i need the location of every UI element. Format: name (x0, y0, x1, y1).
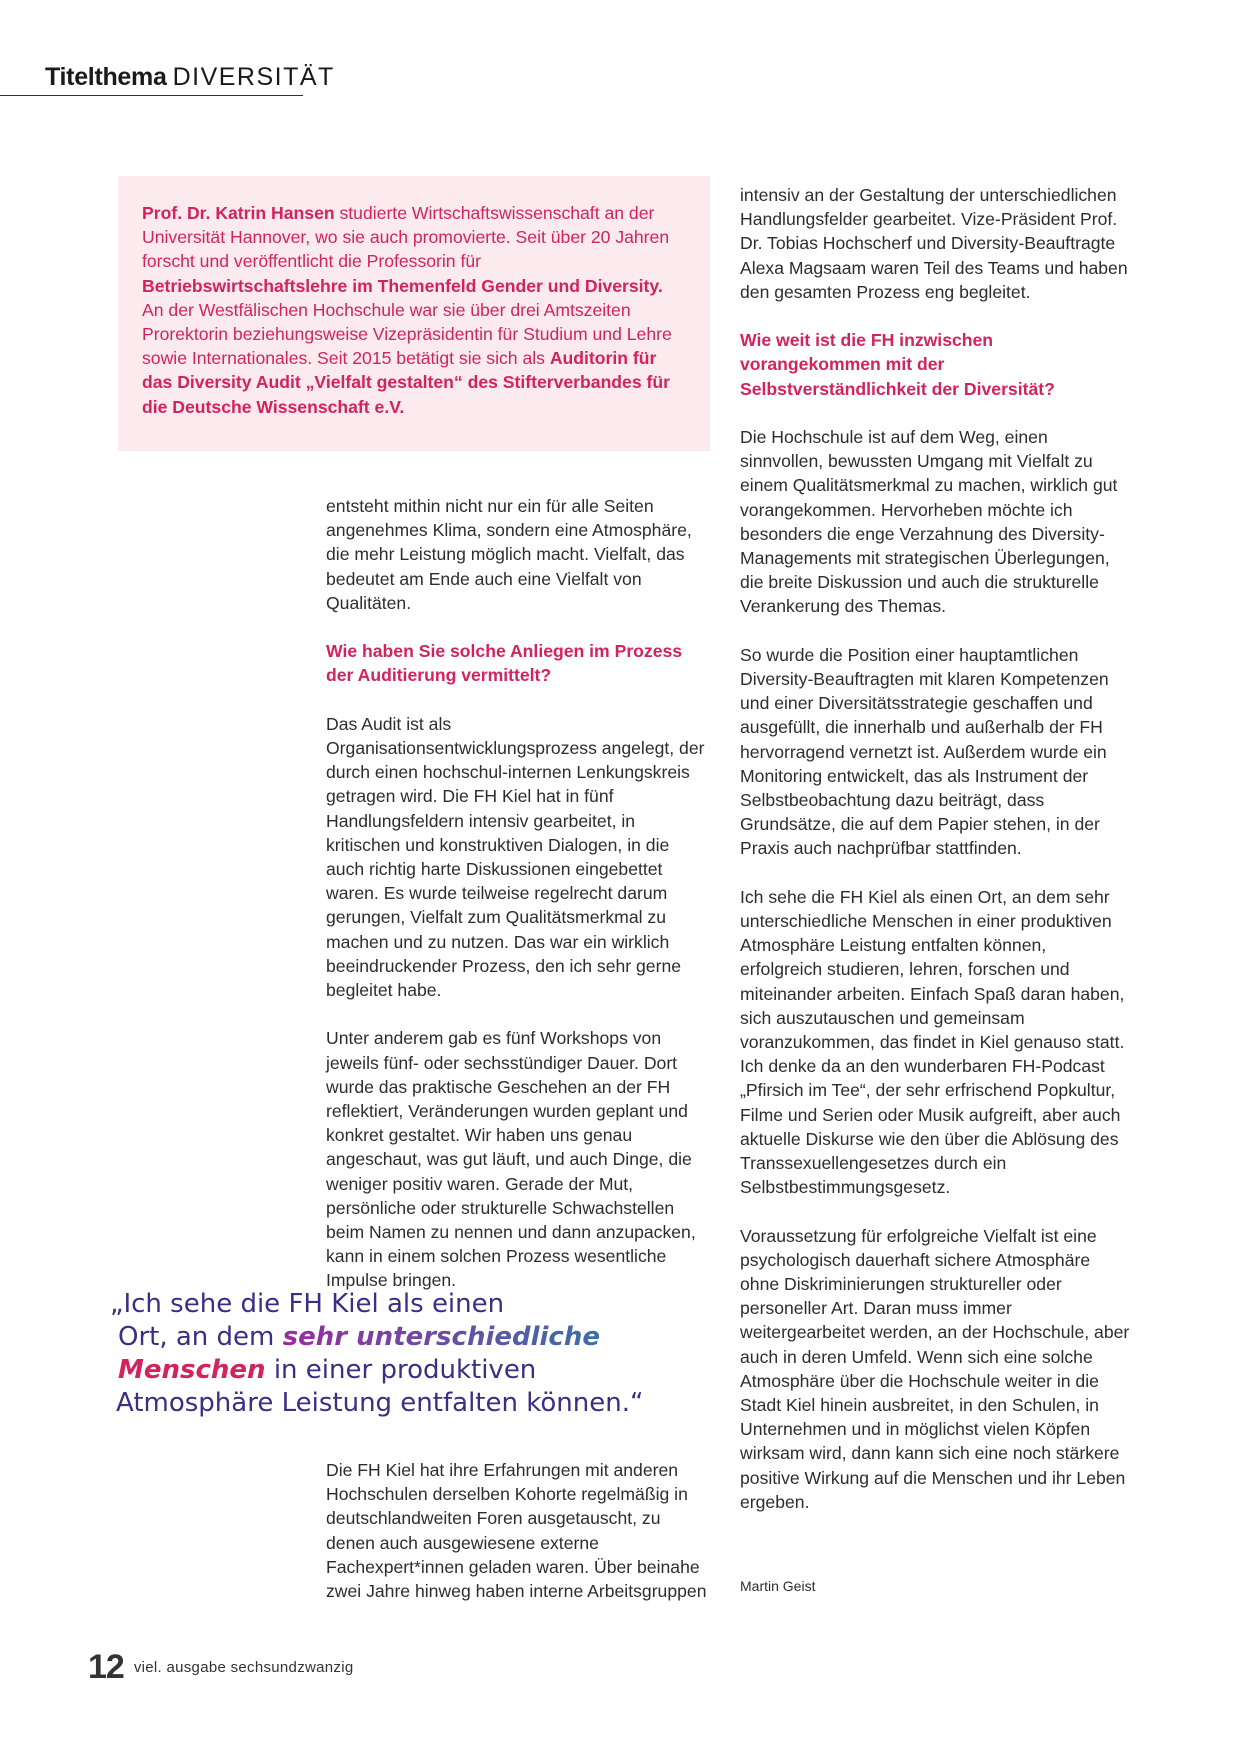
paragraph: Die FH Kiel hat ihre Erfahrungen mit anderen Hochschulen derselben Kohorte regelmäßig in deutschlandweiten Foren ausgetauscht, zu denen auch ausgewiesene externe Fachexpert*innen geladen waren. Über beinahe zwei Jahre hinweg haben interne Arbeitsgruppen (326, 1460, 707, 1602)
paragraph: Unter anderem gab es fünf Workshops von jeweils fünf- oder sechsstündiger Dauer. Dort wurde das praktische Geschehen an der FH reflektiert, Veränderungen wurden geplant und konkret gestaltet. Wir haben uns genau angeschaut, was gut läuft, und auch Dinge, die weniger positiv waren. Gerade der Mut, persönliche oder strukturelle Schwachstellen beim Namen zu nennen und dann anzupacken, kann in einem solchen Prozess wesentliche Impulse bringen. (326, 1028, 696, 1291)
publication-name: viel. ausgabe sechsundzwanzig (133, 1659, 354, 1676)
paragraph: entsteht mithin nicht nur ein für alle Seiten angenehmes Klima, sondern eine Atmosphäre, die mehr Leistung möglich macht. Vielfalt, das bedeutet am Ende auch eine Vielfalt von Qualitäten. (326, 496, 692, 613)
section-label: Titelthema (45, 63, 167, 91)
quote-highlight: sehr unterschiedliche (282, 1322, 600, 1352)
column-right (740, 183, 1130, 1538)
bio-bold-2: Auditorin für das Diversity Audit „Vielfalt gestalten“ des Stifterverbandes für die Deutsche Wissenschaft e.V. (142, 348, 670, 417)
bio-text-2: An der Westfälischen Hochschule war sie über drei Amtszeiten Prorektorin beziehungsweise Vizepräsidentin für Studium und Lehre sowie Internationales. Seit 2015 betätigt sie sich als (142, 299, 672, 369)
quote-highlight: Menschen (118, 1355, 266, 1385)
section-topic: DIVERSITÄT (172, 63, 335, 91)
paragraph: Ich sehe die FH Kiel als einen Ort, an dem sehr unterschiedliche Menschen in einer produktiven Atmosphäre Leistung entfalten können, erfolgreich studieren, lehren, forschen und miteinander arbeiten. Einfach Spaß daran haben, sich auszutauschen und gemeinsam voranzukommen, das findet in Kiel genauso statt. Ich denke da an den wunderbaren FH-Podcast „Pfirsich im Tee“, der sehr erfrischend Popkultur, Filme und Serien oder Musik aufgreift, aber auch aktuelle Diskurse wie den über die Ablösung des Transsexuellengesetzes durch ein Selbstbestimmungsgesetz. (740, 886, 1125, 1198)
column-middle-bottom (326, 1458, 711, 1627)
column-middle (326, 494, 711, 1317)
interview-question: Wie weit ist die FH inzwischen vorangekommen mit der Selbstverständlichkeit der Diversität? (740, 330, 1055, 399)
bio-text-1: studierte Wirtschaftswissenschaft an der Universität Hannover, wo sie auch promovierte. Seit über 20 Jahren forscht und veröffentlicht die Professorin für (142, 203, 670, 272)
quote-line-1: „Ich sehe die FH Kiel als einen (110, 1289, 505, 1319)
quote-line-4: Atmosphäre Leistung entfalten können.“ (116, 1388, 644, 1418)
paragraph: Voraussetzung für erfolgreiche Vielfalt ist eine psychologisch dauerhaft sichere Atmosphäre ohne Diskriminierungen struktureller oder personeller Art. Daran muss immer weitergearbeitet werden, an der Hochschule, aber auch in deren Umfeld. Wenn sich eine solche Atmosphäre über die Hochschule weiter in die Stadt Kiel hinein ausbreitet, in den Schulen, in Unternehmen und in möglichst vielen Köpfen wirksam wird, dann kann sich eine noch stärkere positive Wirkung auf die Menschen und ihr Leben ergeben. (740, 1225, 1130, 1512)
quote-text: in einer produktiven (265, 1355, 537, 1385)
paragraph: intensiv an der Gestaltung der unterschiedlichen Handlungsfelder gearbeitet. Vize-Präsident Prof. Dr. Tobias Hochscherf und Diversity-Beauftragte Alexa Magsaam waren Teil des Teams und haben den gesamten Prozess eng begleitet. (740, 185, 1128, 302)
bio-bold-1: Betriebswirtschaftslehre im Themenfeld Gender und Diversity. (142, 275, 663, 296)
quote-line-3 (110, 1354, 710, 1387)
paragraph: Die Hochschule ist auf dem Weg, einen sinnvollen, bewussten Umgang mit Vielfalt zu einem Qualitätsmerkmal zu machen, wirklich gut vorangekommen. Hervorheben möchte ich besonders die enge Verzahnung des Diversity-Managements mit strategischen Überlegungen, die breite Diskussion und auch die strukturelle Verankerung des Themas. (740, 427, 1118, 617)
pull-quote (110, 1288, 710, 1420)
bio-name: Prof. Dr. Katrin Hansen (142, 203, 335, 223)
bio-text (142, 201, 688, 419)
article-author: Martin Geist (740, 1578, 816, 1594)
paragraph: So wurde die Position einer hauptamtlichen Diversity-Beauftragten mit klaren Kompetenzen und einer Diversitätsstrategie geschaffen und ausgefüllt, die innerhalb und außerhalb der FH hervorragend vernetzt ist. Außerdem wurde ein Monitoring entwickelt, das als Instrument der Selbstbeobachtung dazu beiträgt, dass Grundsätze, die auf dem Papier stehen, in der Praxis auch nachprüfbar stattfinden. (740, 644, 1109, 859)
quote-text: Ort, an dem (118, 1322, 283, 1352)
page-number: 12 (88, 1648, 124, 1686)
header-divider (0, 95, 303, 96)
quote-line-2 (110, 1321, 710, 1354)
paragraph: Das Audit ist als Organisationsentwicklungsprozess angelegt, der durch einen hochschul-internen Lenkungskreis getragen wird. Die FH Kiel hat in fünf Handlungsfeldern intensiv gearbeitet, in kritischen und konstruktiven Dialogen, in die auch richtig harte Diskussionen eingebettet waren. Es wurde teilweise regelrecht darum gerungen, Vielfalt zum Qualitätsmerkmal zu machen und zu nutzen. Das war ein wirklich beeindruckender Prozess, den ich sehr gerne begleitet habe. (326, 713, 705, 1001)
section-header (45, 62, 335, 92)
author-bio-box (118, 176, 710, 451)
page-footer (88, 1648, 354, 1687)
interview-question: Wie haben Sie solche Anliegen im Prozess der Auditierung vermittelt? (326, 641, 683, 686)
